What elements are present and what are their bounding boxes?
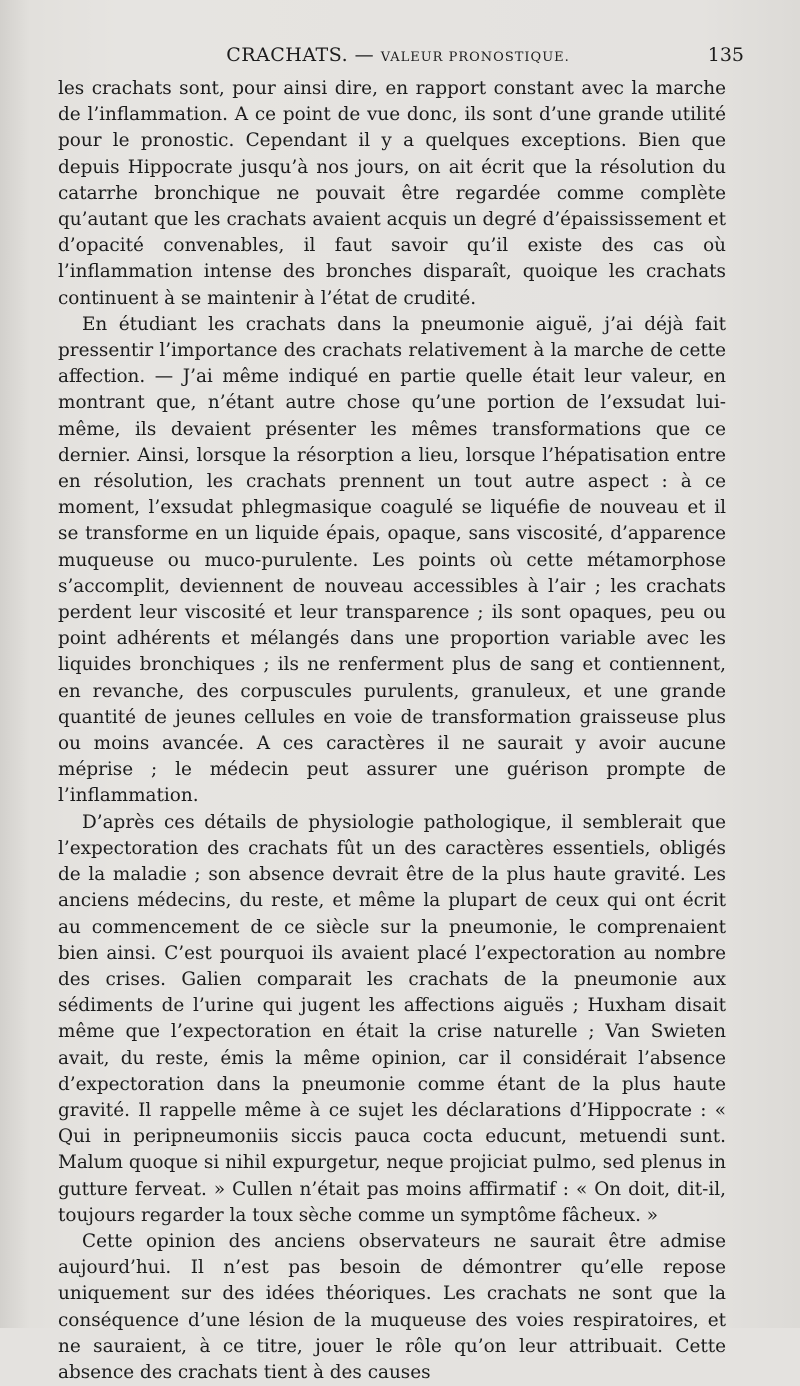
chapter-title: CRACHATS. bbox=[226, 44, 349, 66]
paragraph: Cette opinion des anciens observateurs ne saurait être admise aujourd’hui. Il n’est pas besoin de démontrer qu’elle repose uniquement sur des idées théoriques. Les crachats ne sont que la conséquence d’une lésion de la muqueuse des voies respiratoires, et ne sauraient, à ce titre, jouer le rôle qu’on leur attribuait. Cette absence des crachats tient à des causes bbox=[58, 1230, 726, 1383]
paragraph: les crachats sont, pour ainsi dire, en rapport constant avec la marche de l’inflammation. A ce point de vue donc, ils sont d’une grande utilité pour le pronostic. Cependant il y a quelques exceptions. Bien que depuis Hippocrate jusqu’à nos jours, on ait écrit que la résolution du catarrhe bronchique ne pouvait être regardée comme complète qu’autant que les crachats avaient acquis un degré d’épaississement et d’opacité convenables, il faut savoir qu’il existe des cas où l’inflammation intense des bronches disparaît, quoique les crachats continuent à se maintenir à l’état de crudité. bbox=[58, 78, 726, 309]
section-subtitle: VALEUR PRONOSTIQUE. bbox=[380, 50, 570, 65]
running-title bbox=[58, 44, 738, 66]
paragraph: D’après ces détails de physiologie pathologique, il semblerait que l’expectoration des crachats fût un des caractères essentiels, obligés de la maladie ; son absence devrait être de la plus haute gravité. Les anciens médecins, du reste, et même la plupart de ceux qui ont écrit au commencement de ce siècle sur la pneumonie, le comprenaient bien ainsi. C’est pourquoi ils avaient placé l’expectoration au nombre des crises. Galien comparait les crachats de la pneumonie aux sédiments de l’urine qui jugent les affections aiguës ; Huxham disait même que l’expectoration en était la crise naturelle ; Van Swieten avait, du reste, émis la même opinion, car il considérait l’absence d’expectoration dans la pneumonie comme étant de la plus haute gravité. Il rappelle même à ce sujet les déclarations d’Hippocrate : « Qui in peripneumoniis siccis pauca cocta educunt, metuendi sunt. Malum quoque si nihil expurgetur, neque projiciat pulmo, sed plenus in gutture ferveat. » Cullen n’était pas moins affirmatif : « On doit, dit-il, toujours regarder la toux sèche comme un symptôme fâcheux. » bbox=[58, 811, 726, 1226]
body-text bbox=[58, 76, 726, 1386]
running-head bbox=[58, 44, 744, 76]
title-dash: — bbox=[354, 44, 375, 66]
page-number: 135 bbox=[707, 44, 744, 66]
paragraph: En étudiant les crachats dans la pneumonie aiguë, j’ai déjà fait pressentir l’importance des crachats relativement à la marche de cette affection. — J’ai même indiqué en partie quelle était leur valeur, en montrant que, n’étant autre chose qu’une portion de l’exsudat lui-même, ils devaient présenter les mêmes transformations que ce dernier. Ainsi, lorsque la résorption a lieu, lorsque l’hépatisation entre en résolution, les crachats prennent un tout autre aspect : à ce moment, l’exsudat phlegmasique coagulé se liquéfie de nouveau et il se transforme en un liquide épais, opaque, sans viscosité, d’apparence muqueuse ou muco-purulente. Les points où cette métamorphose s’accomplit, deviennent de nouveau accessibles à l’air ; les crachats perdent leur viscosité et leur transparence ; ils sont opaques, peu ou point adhérents et mélangés dans une proportion variable avec les liquides bronchiques ; ils ne renferment plus de sang et contiennent, en revanche, des corpuscules purulents, granuleux, et une grande quantité de jeunes cellules en voie de transformation graisseuse plus ou moins avancée. A ces caractères il ne saurait y avoir aucune méprise ; le médecin peut assurer une guérison prompte de l’inflammation. bbox=[58, 313, 726, 807]
